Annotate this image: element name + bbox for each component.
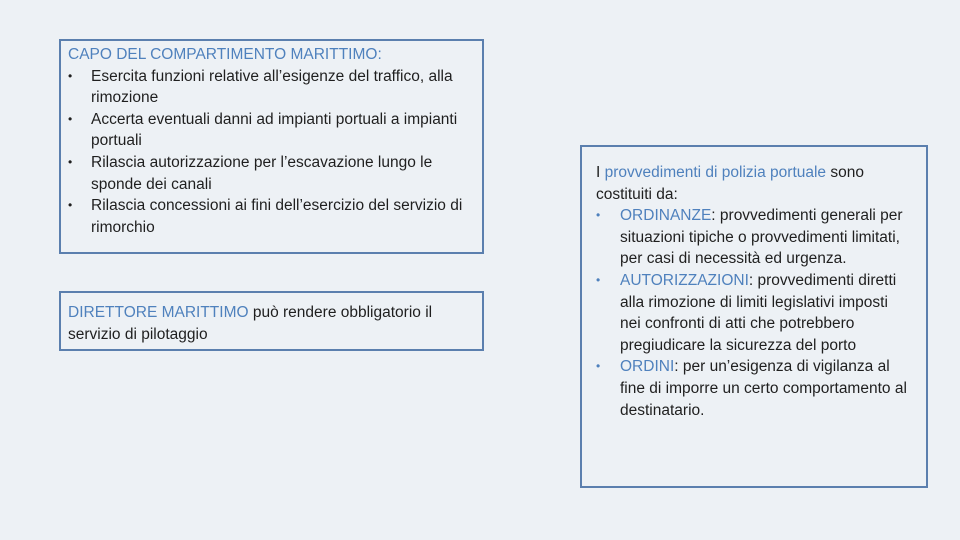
list-item [596, 270, 912, 356]
capo-compartimento-title: CAPO DEL COMPARTIMENTO MARITTIMO: [68, 46, 382, 63]
list-item-text: Accerta eventuali danni ad impianti portuali a impianti portuali [91, 110, 458, 150]
list-item [68, 195, 475, 238]
list-item-text: : per un’esigenza di vigilanza al fine di imporre un certo comportamento al destinatario. [620, 358, 907, 419]
bullet-icon: • [68, 111, 73, 126]
list-item-term: AUTORIZZAZIONI [620, 271, 749, 289]
bullet-icon: • [596, 272, 601, 287]
list-item [596, 356, 912, 421]
list-item [68, 152, 475, 195]
capo-compartimento-box [59, 39, 484, 254]
list-item-text: Esercita funzioni relative all’esigenze del traffico, alla rimozione [91, 67, 453, 107]
bullet-icon: • [596, 208, 601, 223]
provvedimenti-intro [596, 162, 912, 205]
list-item [68, 66, 475, 109]
list-item-text: : provvedimenti diretti alla rimozione di limiti legislativi imposti nei confronti di atti che potrebbero pregiudicare la sicurezza del porto [620, 271, 897, 354]
intro-accent: provvedimenti di polizia portuale [604, 164, 827, 181]
provvedimenti-box [580, 145, 928, 488]
list-item [596, 205, 912, 270]
direttore-marittimo-text: può rendere obbligatorio il servizio di pilotaggio [68, 304, 433, 343]
intro-prefix: I [596, 164, 605, 181]
direttore-marittimo-box [59, 291, 484, 351]
list-item-text: : provvedimenti generali per situazioni tipiche o provvedimenti limitati, per casi di necessità ed urgenza. [620, 207, 903, 268]
intro-suffix: sono costituiti da: [596, 164, 864, 203]
capo-compartimento-list [68, 66, 475, 239]
bullet-icon: • [68, 68, 73, 83]
list-item [68, 109, 475, 152]
direttore-marittimo-term: DIRETTORE MARITTIMO [68, 304, 249, 321]
list-item-term: ORDINI [620, 358, 675, 376]
list-item-text: Rilascia concessioni ai fini dell’esercizio del servizio di rimorchio [91, 197, 463, 236]
provvedimenti-list [596, 205, 912, 421]
list-item-text: Rilascia autorizzazione per l’escavazione lungo le sponde dei canali [91, 153, 433, 193]
bullet-icon: • [68, 154, 73, 169]
bullet-icon: • [596, 359, 601, 374]
list-item-term: ORDINANZE [620, 207, 712, 225]
bullet-icon: • [68, 198, 73, 213]
